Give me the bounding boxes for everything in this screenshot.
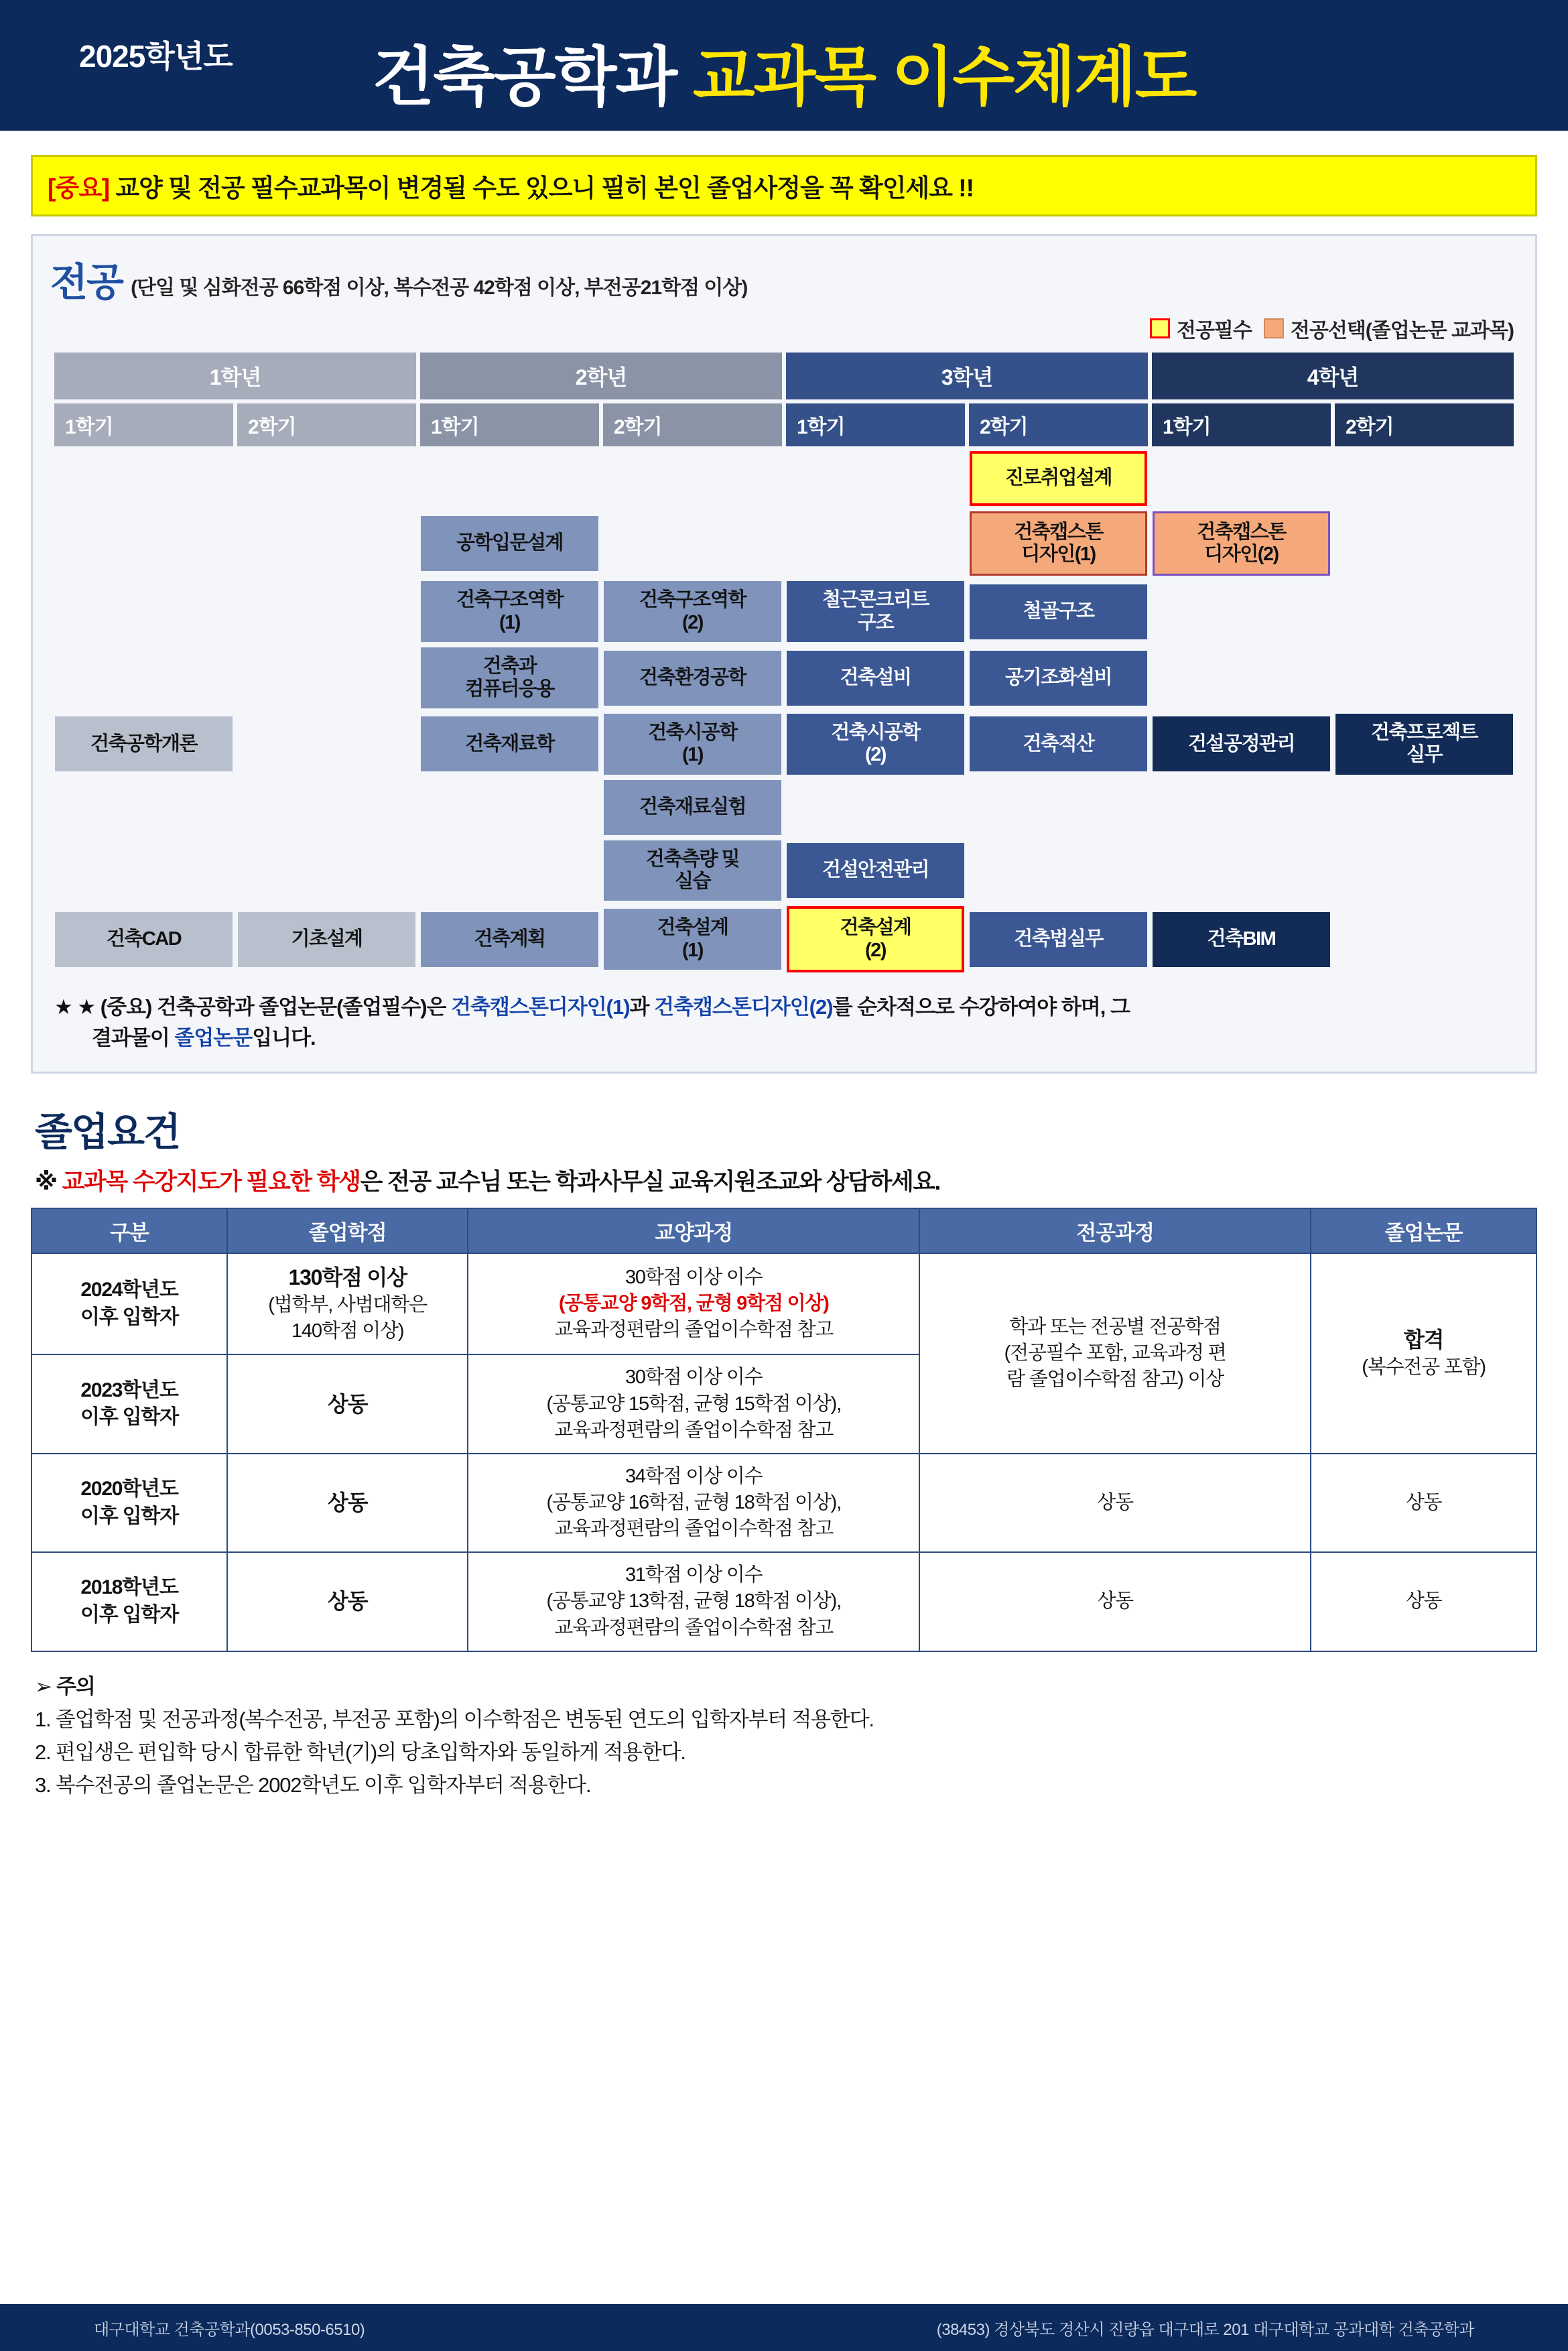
cell-liberal-arts: 31학점 이상 이수 (공통교양 13학점, 균형 18학점 이상), 교육과정편람의 졸업이수학점 참고	[468, 1552, 919, 1651]
empty-cell	[787, 516, 964, 571]
course-건축과컴퓨터응용[interactable]: 건축과 컴퓨터응용	[421, 647, 598, 708]
empty-cell	[55, 843, 233, 898]
empty-cell	[970, 843, 1147, 898]
graduation-subtitle-rest: 은 전공 교수님 또는 학과사무실 교육지원조교와 상담하세요.	[360, 1168, 940, 1195]
empty-cell	[421, 843, 598, 898]
footer-right: (38453) 경상북도 경산시 진량읍 대구대로 201 대구대학교 공과대학 건축공학과	[936, 2320, 1474, 2339]
important-notice	[31, 155, 1537, 216]
semester-header-6: 2학기	[969, 403, 1148, 446]
course-건축구조역학2[interactable]: 건축구조역학 (2)	[604, 581, 781, 642]
semester-header-5: 1학기	[786, 403, 965, 446]
page-footer	[0, 2304, 1568, 2351]
cell-thesis: 합격 (복수전공 포함)	[1311, 1253, 1537, 1454]
empty-cell	[1335, 780, 1513, 835]
semester-header-row	[54, 403, 1514, 446]
table-row	[31, 1454, 1537, 1552]
legend-label-required: 전공필수	[1176, 319, 1252, 342]
course-건축재료학[interactable]: 건축재료학	[421, 716, 598, 771]
course-row	[54, 905, 1514, 973]
course-건축환경공학[interactable]: 건축환경공학	[604, 651, 781, 706]
semester-header-7: 1학기	[1152, 403, 1331, 446]
cell-major: 상동	[919, 1552, 1311, 1651]
title-subject: 교과목 이수체계도	[692, 42, 1196, 113]
course-건축프로젝트실무[interactable]: 건축프로젝트 실무	[1335, 714, 1513, 775]
legend	[50, 314, 1514, 343]
course-건축캡스톤디자인1[interactable]: 건축캡스톤 디자인(1)	[970, 511, 1147, 576]
course-건축측량및실습[interactable]: 건축측량 및 실습	[604, 840, 781, 901]
notice-prefix: [중요]	[48, 174, 110, 202]
curriculum-grid	[50, 348, 1518, 977]
empty-cell	[787, 451, 964, 506]
cell-major: 학과 또는 전공별 전공학점 (전공필수 포함, 교육과정 편 람 졸업이수학점 참고) 이상	[919, 1253, 1311, 1454]
course-철근콘크리트구조[interactable]: 철근콘크리트 구조	[787, 581, 964, 642]
cell-credits: 130학점 이상 (법학부, 사범대학은 140학점 이상)	[227, 1253, 468, 1354]
graduation-subtitle-red: 교과목 수강지도가 필요한 학생	[62, 1168, 361, 1195]
page-header	[0, 0, 1568, 131]
course-철골구조[interactable]: 철골구조	[970, 584, 1147, 639]
major-heading	[50, 251, 1518, 307]
year-header-2: 2학년	[420, 353, 782, 399]
empty-cell	[238, 451, 415, 506]
required-swatch-icon	[1150, 318, 1170, 338]
caution-item-1: 1. 졸업학점 및 전공과정(복수전공, 부전공 포함)의 이수학점은 변동된 연도의 입학자부터 적용한다.	[35, 1707, 874, 1731]
capstone-note-c: 를 순차적으로 수강하여야 하며, 그	[832, 995, 1130, 1019]
major-title: 전공	[50, 260, 123, 304]
semester-header-1: 1학기	[54, 403, 233, 446]
course-건축법실무[interactable]: 건축법실무	[970, 912, 1147, 967]
course-공기조화설비[interactable]: 공기조화설비	[970, 651, 1147, 706]
capstone-note	[50, 992, 1518, 1054]
empty-cell	[1335, 584, 1513, 639]
year-header-4: 4학년	[1152, 353, 1514, 399]
course-건축시공학2[interactable]: 건축시공학 (2)	[787, 714, 964, 775]
semester-header-8: 2학기	[1335, 403, 1514, 446]
semester-header-4: 2학기	[603, 403, 782, 446]
empty-cell	[55, 651, 233, 706]
cell-division: 2020학년도 이후 입학자	[31, 1454, 227, 1552]
empty-cell	[604, 451, 781, 506]
cell-liberal-arts: 34학점 이상 이수 (공통교양 16학점, 균형 18학점 이상), 교육과정편람의 졸업이수학점 참고	[468, 1454, 919, 1552]
col-thesis: 졸업논문	[1311, 1208, 1537, 1253]
course-row	[54, 580, 1514, 643]
empty-cell	[238, 843, 415, 898]
empty-cell	[1335, 451, 1513, 506]
course-row	[54, 450, 1514, 507]
course-row	[54, 779, 1514, 836]
caution-block	[35, 1669, 1533, 1800]
capstone-note-e: 입니다.	[252, 1026, 316, 1050]
empty-cell	[238, 780, 415, 835]
course-기초설계[interactable]: 기초설계	[238, 912, 415, 967]
empty-cell	[55, 780, 233, 835]
empty-cell	[1335, 912, 1513, 967]
cell-liberal-arts: 30학점 이상 이수 (공통교양 15학점, 균형 15학점 이상), 교육과정편람의 졸업이수학점 참고	[468, 1354, 919, 1453]
cell-credits: 상동	[227, 1454, 468, 1552]
capstone-note-d: 결과물이	[92, 1026, 175, 1050]
col-credits: 졸업학점	[227, 1208, 468, 1253]
course-row	[54, 840, 1514, 902]
empty-cell	[421, 451, 598, 506]
cell-division: 2023학년도 이후 입학자	[31, 1354, 227, 1453]
cell-division: 2024학년도 이후 입학자	[31, 1253, 227, 1354]
col-major: 전공과정	[919, 1208, 1311, 1253]
course-건축설비[interactable]: 건축설비	[787, 651, 964, 706]
course-건설안전관리[interactable]: 건설안전관리	[787, 843, 964, 898]
legend-label-selective: 전공선택(졸업논문 교과목)	[1290, 319, 1514, 342]
capstone-note-a: ★ ★ (중요) 건축공학과 졸업논문(졸업필수)은	[54, 995, 452, 1019]
course-건설공정관리[interactable]: 건설공정관리	[1153, 716, 1330, 771]
capstone-note-hl2: 건축캡스톤디자인(2)	[654, 995, 833, 1019]
caution-head: ➢ 주의	[35, 1674, 95, 1698]
capstone-note-hl3: 졸업논문	[174, 1026, 253, 1050]
course-건축캡스톤디자인2[interactable]: 건축캡스톤 디자인(2)	[1153, 511, 1330, 576]
course-진로취업설계[interactable]: 진로취업설계	[970, 451, 1147, 506]
cell-major: 상동	[919, 1454, 1311, 1552]
empty-cell	[1335, 843, 1513, 898]
course-건축재료실험[interactable]: 건축재료실험	[604, 780, 781, 835]
graduation-requirements-table	[31, 1208, 1537, 1652]
capstone-note-hl1: 건축캡스톤디자인(1)	[451, 995, 630, 1019]
course-건축설계1[interactable]: 건축설계 (1)	[604, 909, 781, 970]
course-건축CAD[interactable]: 건축CAD	[55, 912, 233, 967]
empty-cell	[55, 584, 233, 639]
table-row	[31, 1253, 1537, 1354]
cell-credits: 상동	[227, 1354, 468, 1453]
course-건축적산[interactable]: 건축적산	[970, 716, 1147, 771]
table-header-row	[31, 1208, 1537, 1253]
selective-swatch-icon	[1264, 318, 1284, 338]
footer-left: 대구대학교 건축공학과(0053-850-6510)	[94, 2320, 365, 2339]
cell-division: 2018학년도 이후 입학자	[31, 1552, 227, 1651]
empty-cell	[55, 451, 233, 506]
course-row	[54, 647, 1514, 709]
notice-text: 교양 및 전공 필수교과목이 변경될 수도 있으니 필히 본인 졸업사정을 꼭 확인세요 !!	[109, 174, 974, 202]
academic-year: 2025학년도	[79, 39, 233, 74]
empty-cell	[1153, 651, 1330, 706]
semester-header-2: 2학기	[237, 403, 416, 446]
course-공학입문설계[interactable]: 공학입문설계	[421, 516, 598, 571]
capstone-note-b: 과	[629, 995, 655, 1019]
empty-cell	[1153, 584, 1330, 639]
empty-cell	[55, 516, 233, 571]
empty-cell	[1153, 843, 1330, 898]
course-건축구조역학1[interactable]: 건축구조역학 (1)	[421, 581, 598, 642]
cell-thesis: 상동	[1311, 1454, 1537, 1552]
empty-cell	[604, 516, 781, 571]
semester-header-3: 1학기	[420, 403, 599, 446]
legend-item-required	[1150, 314, 1252, 343]
course-건축공학개론[interactable]: 건축공학개론	[55, 716, 233, 771]
course-row	[54, 511, 1514, 577]
empty-cell	[1153, 780, 1330, 835]
table-row	[31, 1552, 1537, 1651]
course-건축설계2[interactable]: 건축설계 (2)	[787, 906, 964, 972]
cell-thesis: 상동	[1311, 1552, 1537, 1651]
empty-cell	[238, 516, 415, 571]
year-header-3: 3학년	[786, 353, 1148, 399]
legend-item-selective	[1264, 314, 1514, 343]
graduation-subtitle-prefix: ※	[35, 1168, 62, 1195]
empty-cell	[238, 651, 415, 706]
graduation-subtitle	[35, 1163, 1568, 1197]
empty-cell	[238, 716, 415, 771]
col-division: 구분	[31, 1208, 227, 1253]
year-header-1: 1학년	[54, 353, 416, 399]
capstone-note-line2	[54, 1023, 1518, 1054]
course-건축계획[interactable]: 건축계획	[421, 912, 598, 967]
empty-cell	[1335, 516, 1513, 571]
course-건축BIM[interactable]: 건축BIM	[1153, 912, 1330, 967]
caution-item-2: 2. 편입생은 편입학 당시 합류한 학년(기)의 당초입학자와 동일하게 적용한다.	[35, 1740, 685, 1765]
course-건축시공학1[interactable]: 건축시공학 (1)	[604, 714, 781, 775]
empty-cell	[787, 780, 964, 835]
major-subtitle: (단일 및 심화전공 66학점 이상, 복수전공 42학점 이상, 부전공21학점 이상)	[131, 276, 748, 299]
cell-liberal-arts: 30학점 이상 이수 (공통교양 9학점, 균형 9학점 이상) 교육과정편람의 졸업이수학점 참고	[468, 1253, 919, 1354]
empty-cell	[970, 780, 1147, 835]
empty-cell	[1335, 651, 1513, 706]
col-liberal-arts: 교양과정	[468, 1208, 919, 1253]
course-row	[54, 713, 1514, 775]
empty-cell	[238, 584, 415, 639]
major-curriculum-box	[31, 234, 1537, 1074]
caution-item-3: 3. 복수전공의 졸업논문은 2002학년도 이후 입학자부터 적용한다.	[35, 1773, 591, 1797]
empty-cell	[421, 780, 598, 835]
page-title	[0, 44, 1568, 112]
title-department: 건축공학과	[372, 42, 677, 113]
cell-credits: 상동	[227, 1552, 468, 1651]
notice-wrapper	[0, 131, 1568, 216]
empty-cell	[1153, 451, 1330, 506]
year-header-row	[54, 353, 1514, 399]
graduation-title: 졸업요건	[35, 1110, 180, 1154]
